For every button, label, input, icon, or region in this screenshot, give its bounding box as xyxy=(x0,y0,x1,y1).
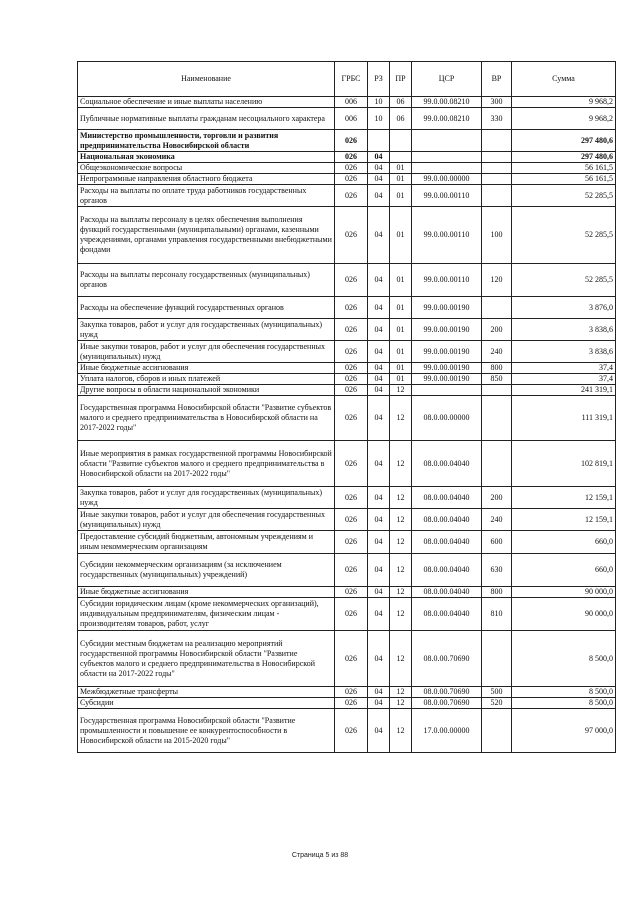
row-sum: 52 285,5 xyxy=(512,185,616,207)
row-rz: 04 xyxy=(368,207,390,264)
row-csr: 08.0.00.04040 xyxy=(412,587,482,598)
row-vr: 200 xyxy=(482,487,512,509)
row-pr: 01 xyxy=(390,174,412,185)
row-grbs: 026 xyxy=(335,341,368,363)
row-sum: 56 161,5 xyxy=(512,163,616,174)
row-vr xyxy=(482,441,512,487)
row-csr: 99.0.00.08210 xyxy=(412,108,482,130)
row-vr xyxy=(482,385,512,396)
table-row xyxy=(78,441,616,487)
row-grbs: 026 xyxy=(335,687,368,698)
row-pr: 12 xyxy=(390,441,412,487)
row-vr xyxy=(482,185,512,207)
header-rz: РЗ xyxy=(368,62,390,97)
row-vr: 330 xyxy=(482,108,512,130)
row-grbs: 026 xyxy=(335,709,368,753)
header-name: Наименование xyxy=(78,62,335,97)
row-sum: 111 319,1 xyxy=(512,396,616,441)
row-grbs: 026 xyxy=(335,174,368,185)
row-name: Закупка товаров, работ и услуг для государственных (муниципальных) нужд xyxy=(78,487,335,509)
row-sum: 97 000,0 xyxy=(512,709,616,753)
row-rz: 04 xyxy=(368,709,390,753)
table-row xyxy=(78,587,616,598)
row-name: Расходы на выплаты персоналу государственных (муниципальных) органов xyxy=(78,264,335,297)
row-rz: 04 xyxy=(368,509,390,531)
row-rz: 04 xyxy=(368,631,390,687)
row-sum: 3 838,6 xyxy=(512,319,616,341)
page-number: Страница 5 из 88 xyxy=(291,852,349,859)
row-name: Государственная программа Новосибирской области "Развитие субъектов малого и среднего предпринимательства в Новосибирской области на 2017-2022 годы" xyxy=(78,396,335,441)
table-row xyxy=(78,264,616,297)
table-row xyxy=(78,341,616,363)
row-sum: 37,4 xyxy=(512,363,616,374)
row-vr: 850 xyxy=(482,374,512,385)
row-sum: 52 285,5 xyxy=(512,264,616,297)
row-name: Иные бюджетные ассигнования xyxy=(78,587,335,598)
row-grbs: 026 xyxy=(335,207,368,264)
row-pr: 01 xyxy=(390,363,412,374)
row-name: Субсидии некоммерческим организациям (за исключением государственных (муниципальных) учреждений) xyxy=(78,554,335,587)
row-sum: 90 000,0 xyxy=(512,587,616,598)
row-vr: 120 xyxy=(482,264,512,297)
table-row xyxy=(78,374,616,385)
row-sum: 297 480,6 xyxy=(512,130,616,152)
row-rz: 04 xyxy=(368,687,390,698)
row-pr: 06 xyxy=(390,108,412,130)
row-pr: 01 xyxy=(390,163,412,174)
row-csr xyxy=(412,130,482,152)
table-row xyxy=(78,319,616,341)
row-rz: 04 xyxy=(368,385,390,396)
row-vr xyxy=(482,130,512,152)
row-grbs: 026 xyxy=(335,130,368,152)
table-row xyxy=(78,152,616,163)
row-csr: 08.0.00.70690 xyxy=(412,687,482,698)
row-pr: 01 xyxy=(390,374,412,385)
row-name: Субсидии юридическим лицам (кроме некоммерческих организаций), индивидуальным предпринимателям, физическим лицам - производителям товаров, работ, услуг xyxy=(78,598,335,631)
table-row xyxy=(78,598,616,631)
row-pr xyxy=(390,130,412,152)
row-pr: 12 xyxy=(390,487,412,509)
table-row xyxy=(78,631,616,687)
row-csr: 99.0.00.00190 xyxy=(412,319,482,341)
row-grbs: 026 xyxy=(335,441,368,487)
row-rz: 04 xyxy=(368,487,390,509)
header-pr: ПР xyxy=(390,62,412,97)
table-row xyxy=(78,97,616,108)
table-row xyxy=(78,385,616,396)
table-body xyxy=(78,97,616,753)
budget-table xyxy=(77,61,616,753)
row-grbs: 026 xyxy=(335,587,368,598)
row-vr xyxy=(482,163,512,174)
row-name: Другие вопросы в области национальной экономики xyxy=(78,385,335,396)
header-vr: ВР xyxy=(482,62,512,97)
row-csr: 99.0.00.00190 xyxy=(412,297,482,319)
row-name: Общеэкономические вопросы xyxy=(78,163,335,174)
row-vr xyxy=(482,631,512,687)
row-csr: 08.0.00.04040 xyxy=(412,509,482,531)
row-pr: 12 xyxy=(390,396,412,441)
row-grbs: 026 xyxy=(335,509,368,531)
row-sum: 12 159,1 xyxy=(512,487,616,509)
row-rz: 04 xyxy=(368,174,390,185)
row-name: Уплата налогов, сборов и иных платежей xyxy=(78,374,335,385)
row-sum: 56 161,5 xyxy=(512,174,616,185)
row-pr: 01 xyxy=(390,319,412,341)
row-rz: 04 xyxy=(368,554,390,587)
row-rz: 04 xyxy=(368,264,390,297)
row-csr: 08.0.00.04040 xyxy=(412,531,482,554)
row-name: Иные закупки товаров, работ и услуг для обеспечения государственных (муниципальных) нужд xyxy=(78,509,335,531)
row-csr: 99.0.00.00110 xyxy=(412,207,482,264)
row-pr: 12 xyxy=(390,709,412,753)
table-row xyxy=(78,554,616,587)
table-row xyxy=(78,108,616,130)
row-pr: 01 xyxy=(390,297,412,319)
row-name: Расходы на обеспечение функций государственных органов xyxy=(78,297,335,319)
row-grbs: 026 xyxy=(335,598,368,631)
row-grbs: 026 xyxy=(335,531,368,554)
row-pr: 12 xyxy=(390,554,412,587)
row-pr: 01 xyxy=(390,264,412,297)
row-rz: 04 xyxy=(368,163,390,174)
row-name: Закупка товаров, работ и услуг для государственных (муниципальных) нужд xyxy=(78,319,335,341)
row-csr: 99.0.00.00190 xyxy=(412,341,482,363)
row-vr: 500 xyxy=(482,687,512,698)
row-pr xyxy=(390,152,412,163)
row-rz: 04 xyxy=(368,341,390,363)
row-csr: 08.0.00.70690 xyxy=(412,698,482,709)
row-vr: 200 xyxy=(482,319,512,341)
row-vr: 630 xyxy=(482,554,512,587)
row-name: Расходы на выплаты персоналу в целях обеспечения выполнения функций государственными (муниципальными) органами, казенными учреждениями, органами управления государственными внебюджетными фондами xyxy=(78,207,335,264)
row-pr: 12 xyxy=(390,698,412,709)
table-row xyxy=(78,487,616,509)
row-name: Министерство промышленности, торговли и развития предпринимательства Новосибирской области xyxy=(78,130,335,152)
row-sum: 660,0 xyxy=(512,554,616,587)
row-sum: 660,0 xyxy=(512,531,616,554)
row-pr: 01 xyxy=(390,341,412,363)
row-pr: 01 xyxy=(390,207,412,264)
row-csr xyxy=(412,163,482,174)
row-sum: 52 285,5 xyxy=(512,207,616,264)
row-csr: 08.0.00.00000 xyxy=(412,396,482,441)
row-sum: 241 319,1 xyxy=(512,385,616,396)
row-csr: 08.0.00.70690 xyxy=(412,631,482,687)
row-name: Межбюджетные трансферты xyxy=(78,687,335,698)
row-vr xyxy=(482,174,512,185)
row-pr: 12 xyxy=(390,687,412,698)
row-rz: 04 xyxy=(368,374,390,385)
row-name: Субсидии xyxy=(78,698,335,709)
row-name: Непрограммные направления областного бюджета xyxy=(78,174,335,185)
row-pr: 12 xyxy=(390,631,412,687)
row-name: Национальная экономика xyxy=(78,152,335,163)
row-sum: 3 838,6 xyxy=(512,341,616,363)
row-rz: 04 xyxy=(368,587,390,598)
row-sum: 3 876,0 xyxy=(512,297,616,319)
row-csr: 99.0.00.00110 xyxy=(412,185,482,207)
row-pr: 12 xyxy=(390,531,412,554)
table-row xyxy=(78,297,616,319)
row-csr: 99.0.00.08210 xyxy=(412,97,482,108)
row-vr: 300 xyxy=(482,97,512,108)
row-name: Государственная программа Новосибирской области "Развитие промышленности и повышение ее конкурентоспособности в Новосибирской области на 2015-2020 годы" xyxy=(78,709,335,753)
row-csr: 17.0.00.00000 xyxy=(412,709,482,753)
row-vr: 600 xyxy=(482,531,512,554)
row-csr: 08.0.00.04040 xyxy=(412,598,482,631)
row-vr: 240 xyxy=(482,509,512,531)
row-grbs: 026 xyxy=(335,374,368,385)
row-grbs: 026 xyxy=(335,631,368,687)
row-grbs: 026 xyxy=(335,363,368,374)
row-grbs: 026 xyxy=(335,152,368,163)
row-csr: 08.0.00.04040 xyxy=(412,441,482,487)
row-sum: 8 500,0 xyxy=(512,698,616,709)
row-csr xyxy=(412,152,482,163)
row-csr: 99.0.00.00000 xyxy=(412,174,482,185)
row-csr: 99.0.00.00110 xyxy=(412,264,482,297)
row-sum: 102 819,1 xyxy=(512,441,616,487)
row-csr: 99.0.00.00190 xyxy=(412,363,482,374)
table-row xyxy=(78,207,616,264)
row-grbs: 026 xyxy=(335,163,368,174)
row-rz: 04 xyxy=(368,698,390,709)
row-vr: 100 xyxy=(482,207,512,264)
row-sum: 8 500,0 xyxy=(512,687,616,698)
row-rz: 04 xyxy=(368,319,390,341)
table-row xyxy=(78,509,616,531)
row-rz: 04 xyxy=(368,185,390,207)
row-vr xyxy=(482,709,512,753)
row-rz: 10 xyxy=(368,108,390,130)
row-rz: 04 xyxy=(368,152,390,163)
row-name: Субсидии местным бюджетам на реализацию мероприятий государственной программы Новосибирской области "Развитие субъектов малого и среднего предпринимательства в Новосибирской области на 2017-2022 годы" xyxy=(78,631,335,687)
row-rz: 04 xyxy=(368,396,390,441)
row-grbs: 006 xyxy=(335,97,368,108)
table-row xyxy=(78,363,616,374)
row-name: Публичные нормативные выплаты гражданам несоциального характера xyxy=(78,108,335,130)
row-pr: 12 xyxy=(390,509,412,531)
row-vr: 240 xyxy=(482,341,512,363)
row-grbs: 026 xyxy=(335,264,368,297)
row-rz xyxy=(368,130,390,152)
table-row xyxy=(78,396,616,441)
row-vr: 800 xyxy=(482,587,512,598)
row-pr: 06 xyxy=(390,97,412,108)
row-vr: 810 xyxy=(482,598,512,631)
table-row xyxy=(78,531,616,554)
row-grbs: 026 xyxy=(335,698,368,709)
row-grbs: 026 xyxy=(335,297,368,319)
row-grbs: 026 xyxy=(335,487,368,509)
table-row xyxy=(78,698,616,709)
row-vr: 800 xyxy=(482,363,512,374)
row-sum: 37,4 xyxy=(512,374,616,385)
row-pr: 12 xyxy=(390,587,412,598)
header-csr: ЦСР xyxy=(412,62,482,97)
table-row xyxy=(78,130,616,152)
row-name: Иные бюджетные ассигнования xyxy=(78,363,335,374)
row-csr: 08.0.00.04040 xyxy=(412,554,482,587)
row-name: Иные мероприятия в рамках государственной программы Новосибирской области "Развитие субъектов малого и среднего предпринимательства в Новосибирской области на 2017-2022 годы" xyxy=(78,441,335,487)
table-row xyxy=(78,185,616,207)
row-vr xyxy=(482,396,512,441)
row-sum: 90 000,0 xyxy=(512,598,616,631)
row-sum: 12 159,1 xyxy=(512,509,616,531)
row-csr: 08.0.00.04040 xyxy=(412,487,482,509)
row-rz: 04 xyxy=(368,297,390,319)
table-row xyxy=(78,709,616,753)
row-rz: 04 xyxy=(368,598,390,631)
row-pr: 12 xyxy=(390,385,412,396)
row-rz: 04 xyxy=(368,363,390,374)
row-pr: 12 xyxy=(390,598,412,631)
row-name: Иные закупки товаров, работ и услуг для обеспечения государственных (муниципальных) нужд xyxy=(78,341,335,363)
row-csr xyxy=(412,385,482,396)
header-grbs: ГРБС xyxy=(335,62,368,97)
row-vr: 520 xyxy=(482,698,512,709)
row-sum: 297 480,6 xyxy=(512,152,616,163)
row-name: Предоставление субсидий бюджетным, автономным учреждениям и иным некоммерческим организациям xyxy=(78,531,335,554)
row-grbs: 006 xyxy=(335,108,368,130)
row-grbs: 026 xyxy=(335,319,368,341)
row-csr: 99.0.00.00190 xyxy=(412,374,482,385)
row-rz: 04 xyxy=(368,531,390,554)
table-row xyxy=(78,174,616,185)
row-rz: 10 xyxy=(368,97,390,108)
row-grbs: 026 xyxy=(335,385,368,396)
row-name: Социальное обеспечение и иные выплаты населению xyxy=(78,97,335,108)
header-sum: Сумма xyxy=(512,62,616,97)
row-vr xyxy=(482,297,512,319)
row-grbs: 026 xyxy=(335,554,368,587)
row-sum: 8 500,0 xyxy=(512,631,616,687)
row-name: Расходы на выплаты по оплате труда работников государственных органов xyxy=(78,185,335,207)
row-sum: 9 968,2 xyxy=(512,97,616,108)
row-pr: 01 xyxy=(390,185,412,207)
row-rz: 04 xyxy=(368,441,390,487)
row-grbs: 026 xyxy=(335,185,368,207)
table-row xyxy=(78,687,616,698)
row-sum: 9 968,2 xyxy=(512,108,616,130)
row-grbs: 026 xyxy=(335,396,368,441)
header-row xyxy=(78,62,616,97)
row-vr xyxy=(482,152,512,163)
table-row xyxy=(78,163,616,174)
